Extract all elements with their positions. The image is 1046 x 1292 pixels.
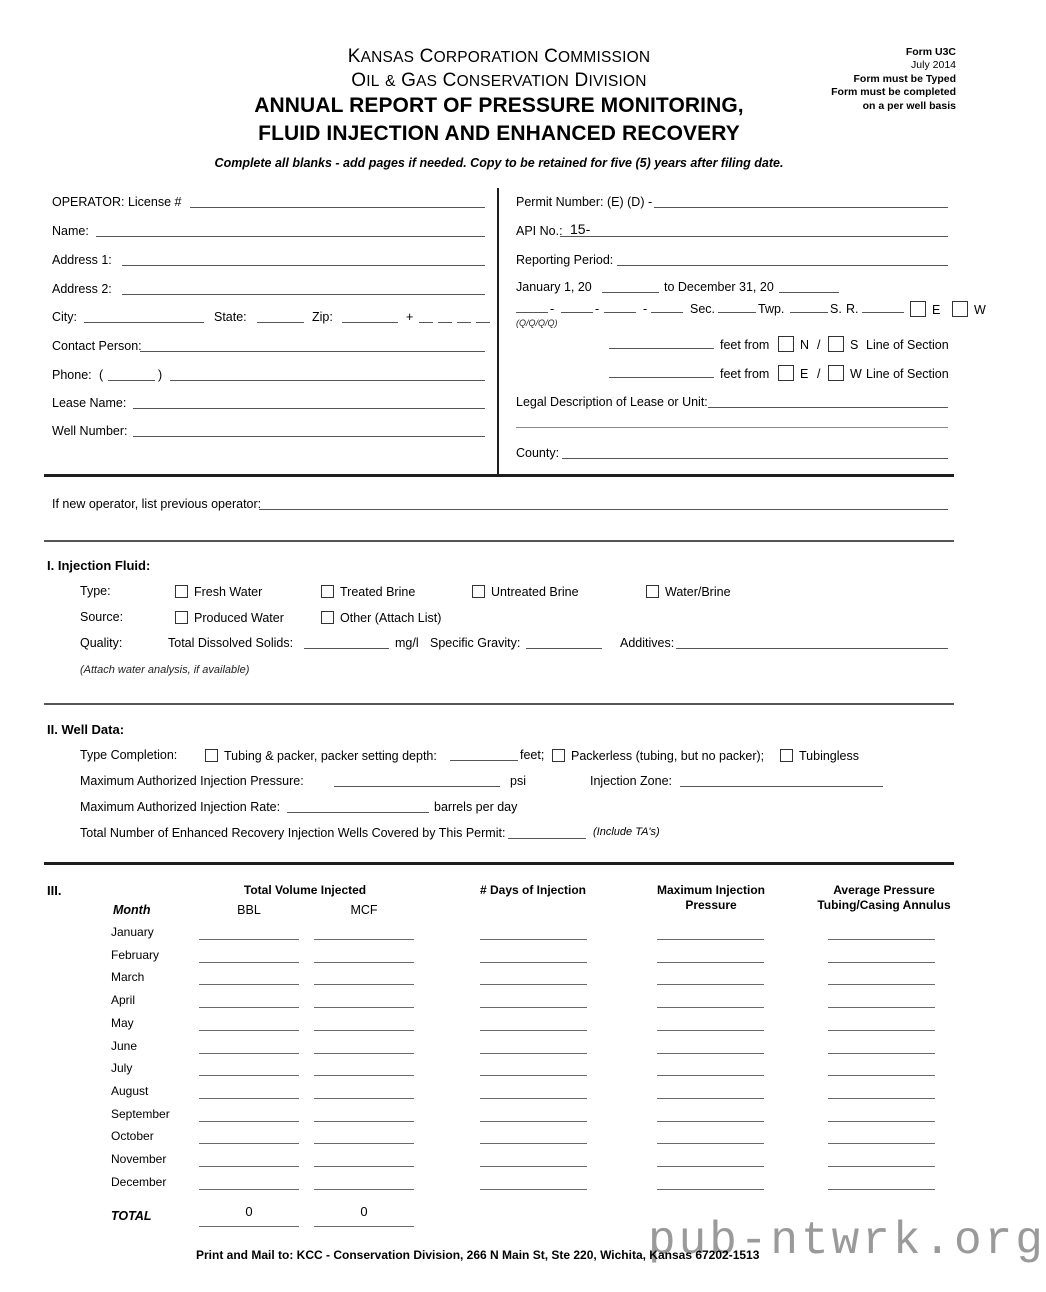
cell-input-mcf[interactable] (314, 1143, 414, 1144)
cell-input-mcf[interactable] (314, 1098, 414, 1099)
total-row-label: TOTAL (111, 1209, 152, 1223)
location-dash-3: - (643, 302, 648, 316)
operator-name-input[interactable] (96, 236, 485, 237)
fluid-type-water-brine-label: Water/Brine (665, 585, 731, 599)
col-header-days-of-injection: # Days of Injection (479, 883, 587, 897)
completion-tubingless-checkbox[interactable] (780, 749, 793, 762)
total-bbl-underline (199, 1226, 299, 1227)
south-line-checkbox[interactable] (828, 336, 844, 352)
month-label: April (111, 993, 136, 1008)
api-no-input[interactable] (560, 236, 948, 237)
fluid-quality-label: Quality: (80, 636, 123, 650)
cell-input-max-pressure[interactable] (657, 962, 764, 963)
form-subtitle: Complete all blanks - add pages if needed. Copy to be retained for five (5) years after filing date. (214, 156, 784, 170)
cell-input-avg-pressure[interactable] (828, 939, 935, 940)
range-west-checkbox[interactable] (952, 301, 968, 317)
form-date: July 2014 (911, 59, 956, 72)
cell-input-max-pressure[interactable] (657, 984, 764, 985)
cell-input-bbl[interactable] (199, 1189, 299, 1190)
operator-license-label: OPERATOR: License # (52, 195, 182, 209)
period-end-label: to December 31, 20 (664, 280, 774, 294)
operator-zip-plus-label: + (406, 310, 414, 324)
cell-input-avg-pressure[interactable] (828, 1030, 935, 1031)
barrels-per-day-label: barrels per day (434, 800, 518, 814)
col-header-mcf: MCF (350, 903, 378, 917)
operator-address2-input[interactable] (122, 294, 485, 295)
col-header-avg-pressure-line2: Tubing/Casing Annulus (817, 897, 951, 912)
operator-lease-label: Lease Name: (52, 396, 127, 410)
operator-phone-paren-close: ) (158, 368, 163, 382)
cell-input-avg-pressure[interactable] (828, 984, 935, 985)
completion-tubingless-label: Tubingless (799, 749, 859, 763)
total-mcf-value: 0 (360, 1204, 368, 1219)
col-header-month: Month (113, 903, 151, 917)
operator-phone-paren-open: ( (99, 368, 104, 382)
cell-input-bbl[interactable] (199, 1143, 299, 1144)
psi-unit-label: psi (510, 774, 526, 788)
operator-state-label: State: (214, 310, 247, 324)
form-number: Form U3C (905, 46, 956, 58)
operator-zip-label: Zip: (312, 310, 333, 324)
location-dash-1: - (550, 302, 555, 316)
location-q4-input[interactable] (651, 312, 683, 313)
api-no-label: API No.: (516, 224, 563, 238)
form-note-completed: Form must be completed (831, 86, 956, 99)
fluid-source-produced-water-checkbox[interactable] (175, 611, 188, 624)
cell-input-avg-pressure[interactable] (828, 1121, 935, 1122)
range-label: R. (846, 302, 859, 316)
cell-input-max-pressure[interactable] (657, 1007, 764, 1008)
cell-input-mcf[interactable] (314, 1053, 414, 1054)
col-header-max-pressure (611, 883, 811, 912)
cell-input-bbl[interactable] (199, 962, 299, 963)
cell-input-days[interactable] (480, 1053, 587, 1054)
cell-input-mcf[interactable] (314, 939, 414, 940)
line-of-section-ew-label: Line of Section (866, 367, 949, 381)
period-start-label: January 1, 20 (516, 280, 592, 294)
county-input[interactable] (562, 458, 948, 459)
operator-zip4-digit1[interactable] (419, 322, 433, 323)
month-label: June (111, 1038, 138, 1053)
cell-input-days[interactable] (480, 984, 587, 985)
previous-operator-label: If new operator, list previous operator: (52, 497, 262, 511)
cell-input-bbl[interactable] (199, 1007, 299, 1008)
form-title-line2: FLUID INJECTION AND ENHANCED RECOVERY (258, 122, 740, 145)
fluid-type-water-brine-checkbox[interactable] (646, 585, 659, 598)
east-line-checkbox[interactable] (778, 365, 794, 381)
max-injection-rate-input[interactable] (287, 812, 429, 813)
completion-packerless-checkbox[interactable] (552, 749, 565, 762)
fluid-type-untreated-brine-label: Untreated Brine (491, 585, 579, 599)
operator-well-input[interactable] (133, 436, 485, 437)
cell-input-avg-pressure[interactable] (828, 1075, 935, 1076)
api-no-prefix: 15- (570, 221, 591, 237)
section-rule-1 (44, 540, 954, 542)
cell-input-max-pressure[interactable] (657, 1121, 764, 1122)
cell-input-avg-pressure[interactable] (828, 1166, 935, 1167)
mailing-instructions: Print and Mail to: KCC - Conservation Division, 266 N Main St, Ste 220, Wichita, Kansas 67202-1513 (196, 1248, 760, 1262)
legal-description-input-2[interactable] (516, 427, 948, 428)
operator-contact-input[interactable] (140, 351, 485, 352)
cell-input-max-pressure[interactable] (657, 939, 764, 940)
cell-input-days[interactable] (480, 1189, 587, 1190)
total-wells-label: Total Number of Enhanced Recovery Injection Wells Covered by This Permit: (80, 826, 506, 840)
feet-from-ns-input[interactable] (609, 348, 714, 349)
injection-zone-label: Injection Zone: (590, 774, 672, 788)
operator-well-label: Well Number: (52, 424, 128, 438)
form-note-typed: Form must be Typed (853, 72, 956, 85)
cell-input-days[interactable] (480, 1143, 587, 1144)
reporting-period-label: Reporting Period: (516, 253, 614, 267)
cell-input-bbl[interactable] (199, 984, 299, 985)
month-label: July (111, 1061, 133, 1076)
cell-input-days[interactable] (480, 1075, 587, 1076)
operator-zip-input[interactable] (342, 322, 398, 323)
location-dash-2: - (595, 302, 600, 316)
fluid-type-treated-brine-label: Treated Brine (340, 585, 416, 599)
max-injection-pressure-input[interactable] (334, 786, 500, 787)
feet-from-ns-label: feet from (720, 338, 770, 352)
packer-setting-depth-input[interactable] (450, 760, 518, 761)
total-wells-input[interactable] (508, 838, 586, 839)
cell-input-mcf[interactable] (314, 984, 414, 985)
cell-input-mcf[interactable] (314, 1007, 414, 1008)
operator-zip4-digit4[interactable] (476, 322, 490, 323)
max-injection-pressure-label: Maximum Authorized Injection Pressure: (80, 774, 304, 788)
cell-input-avg-pressure[interactable] (828, 1143, 935, 1144)
operator-city-label: City: (52, 310, 77, 324)
max-injection-rate-label: Maximum Authorized Injection Rate: (80, 800, 281, 814)
west-line-checkbox[interactable] (828, 365, 844, 381)
range-input[interactable] (862, 312, 904, 313)
operator-state-input[interactable] (257, 322, 304, 323)
west-label: W (850, 367, 862, 381)
cell-input-bbl[interactable] (199, 1098, 299, 1099)
cell-input-mcf[interactable] (314, 1166, 414, 1167)
cell-input-max-pressure[interactable] (657, 1166, 764, 1167)
cell-input-avg-pressure[interactable] (828, 1189, 935, 1190)
month-label: February (111, 947, 160, 962)
cell-input-days[interactable] (480, 1121, 587, 1122)
period-end-year-input[interactable] (779, 292, 839, 293)
completion-tubing-packer-label: Tubing & packer, packer setting depth: (224, 749, 437, 763)
month-label: March (111, 970, 145, 985)
section3-number: III. (47, 883, 62, 898)
cell-input-avg-pressure[interactable] (828, 962, 935, 963)
east-label: E (800, 367, 809, 381)
cell-input-days[interactable] (480, 939, 587, 940)
completion-tubing-packer-checkbox[interactable] (205, 749, 218, 762)
fluid-source-produced-water-label: Produced Water (194, 611, 284, 625)
agency-name-line2: OIL & GAS CONSERVATION DIVISION (351, 70, 647, 91)
section-rule-2 (44, 703, 954, 705)
cell-input-max-pressure[interactable] (657, 1143, 764, 1144)
south-label: S (850, 338, 859, 352)
cell-input-mcf[interactable] (314, 1075, 414, 1076)
type-completion-label: Type Completion: (80, 748, 178, 762)
completion-packerless-label: Packerless (tubing, but no packer); (571, 749, 765, 763)
col-header-bbl: BBL (237, 903, 261, 917)
cell-input-days[interactable] (480, 1166, 587, 1167)
additives-label: Additives: (620, 636, 675, 650)
section1-title: I. Injection Fluid: (47, 558, 151, 573)
col-header-total-volume: Total Volume Injected (243, 883, 367, 897)
twp-input[interactable] (790, 312, 828, 313)
cell-input-bbl[interactable] (199, 1121, 299, 1122)
month-label: August (111, 1083, 149, 1098)
north-label: N (800, 338, 810, 352)
fluid-type-fresh-water-label: Fresh Water (194, 585, 263, 599)
location-q1-input[interactable] (516, 312, 548, 313)
ew-slash: / (817, 367, 821, 381)
total-mcf-underline (314, 1226, 414, 1227)
operator-contact-label: Contact Person: (52, 339, 142, 353)
operator-lease-input[interactable] (133, 408, 485, 409)
cell-input-bbl[interactable] (199, 1075, 299, 1076)
cell-input-days[interactable] (480, 962, 587, 963)
operator-address1-input[interactable] (122, 265, 485, 266)
fluid-type-label: Type: (80, 584, 111, 598)
period-start-year-input[interactable] (602, 292, 659, 293)
total-bbl-value: 0 (245, 1204, 253, 1219)
operator-name-label: Name: (52, 224, 89, 238)
fluid-type-untreated-brine-checkbox[interactable] (472, 585, 485, 598)
cell-input-avg-pressure[interactable] (828, 1098, 935, 1099)
cell-input-max-pressure[interactable] (657, 1189, 764, 1190)
packer-depth-unit-label: feet; (520, 748, 545, 762)
form-title-line1: ANNUAL REPORT OF PRESSURE MONITORING, (254, 94, 744, 117)
location-q2-input[interactable] (561, 312, 593, 313)
twp-label: Twp. (758, 302, 785, 316)
col-header-avg-pressure-line1: Average Pressure (833, 883, 935, 897)
cell-input-mcf[interactable] (314, 962, 414, 963)
site-watermark: pub-ntwrk.org (648, 1215, 1046, 1267)
water-analysis-note: (Attach water analysis, if available) (80, 664, 250, 676)
month-label: October (111, 1129, 154, 1144)
specific-gravity-label: Specific Gravity: (430, 636, 521, 650)
fluid-type-fresh-water-checkbox[interactable] (175, 585, 188, 598)
cell-input-avg-pressure[interactable] (828, 1007, 935, 1008)
include-ta-note: (Include TA's) (593, 826, 660, 838)
fluid-source-other-checkbox[interactable] (321, 611, 334, 624)
month-label: May (111, 1015, 134, 1030)
operator-phone-area-input[interactable] (108, 380, 155, 381)
twp-south-label: S. (830, 302, 842, 316)
info-block-bottom-rule (44, 474, 954, 477)
cell-input-days[interactable] (480, 1007, 587, 1008)
operator-zip4-digit3[interactable] (457, 322, 471, 323)
cell-input-avg-pressure[interactable] (828, 1053, 935, 1054)
col-header-max-pressure-line1: Maximum Injection (656, 883, 766, 897)
line-of-section-ns-label: Line of Section (866, 338, 949, 352)
cell-input-days[interactable] (480, 1098, 587, 1099)
col-header-max-pressure-line2: Pressure (685, 897, 737, 912)
section-rule-3 (44, 862, 954, 865)
cell-input-bbl[interactable] (199, 1030, 299, 1031)
qqqq-note: (Q/Q/Q/Q) (516, 318, 558, 328)
cell-input-days[interactable] (480, 1030, 587, 1031)
tds-unit-label: mg/l (395, 636, 419, 650)
operator-city-input[interactable] (84, 322, 204, 323)
operator-phone-input[interactable] (170, 380, 485, 381)
fluid-source-label: Source: (80, 610, 124, 624)
cell-input-max-pressure[interactable] (657, 1098, 764, 1099)
reporting-period-input[interactable] (617, 265, 948, 266)
operator-phone-label: Phone: (52, 368, 92, 382)
agency-name-line1: KANSAS CORPORATION COMMISSION (347, 46, 651, 67)
county-label: County: (516, 446, 560, 460)
range-east-checkbox[interactable] (910, 301, 926, 317)
specific-gravity-input[interactable] (526, 648, 602, 649)
previous-operator-input[interactable] (259, 509, 948, 510)
month-label: December (111, 1174, 167, 1189)
sec-input[interactable] (718, 312, 756, 313)
legal-description-input-1[interactable] (708, 407, 948, 408)
month-label: January (111, 925, 154, 939)
feet-from-ew-label: feet from (720, 367, 770, 381)
additives-input[interactable] (676, 648, 948, 649)
col-header-avg-pressure (782, 883, 986, 912)
month-label: September (111, 1106, 170, 1121)
legal-description-label: Legal Description of Lease or Unit: (516, 395, 708, 409)
section2-title: II. Well Data: (47, 722, 125, 737)
sec-label: Sec. (690, 302, 716, 316)
injection-zone-input[interactable] (680, 786, 883, 787)
operator-address2-label: Address 2: (52, 282, 112, 296)
north-line-checkbox[interactable] (778, 336, 794, 352)
cell-input-max-pressure[interactable] (657, 1030, 764, 1031)
permit-number-input[interactable] (654, 207, 948, 208)
cell-input-bbl[interactable] (199, 1053, 299, 1054)
fluid-type-treated-brine-checkbox[interactable] (321, 585, 334, 598)
operator-zip4-digit2[interactable] (438, 322, 452, 323)
cell-input-bbl[interactable] (199, 939, 299, 940)
cell-input-mcf[interactable] (314, 1189, 414, 1190)
tds-label: Total Dissolved Solids: (168, 636, 294, 650)
month-label: November (111, 1152, 167, 1166)
form-note-per-well: on a per well basis (862, 99, 956, 112)
operator-address1-label: Address 1: (52, 253, 112, 267)
ns-slash: / (817, 338, 821, 352)
cell-input-max-pressure[interactable] (657, 1053, 764, 1054)
cell-input-mcf[interactable] (314, 1030, 414, 1031)
feet-from-ew-input[interactable] (609, 377, 714, 378)
cell-input-max-pressure[interactable] (657, 1075, 764, 1076)
operator-license-input[interactable] (190, 207, 485, 208)
range-east-label: E (932, 303, 941, 317)
tds-input[interactable] (304, 648, 389, 649)
range-west-label: W (974, 303, 986, 317)
info-block-divider (497, 188, 499, 476)
permit-number-label: Permit Number: (E) (D) - (516, 195, 653, 209)
location-q3-input[interactable] (604, 312, 636, 313)
fluid-source-other-label: Other (Attach List) (340, 611, 442, 625)
cell-input-bbl[interactable] (199, 1166, 299, 1167)
cell-input-mcf[interactable] (314, 1121, 414, 1122)
